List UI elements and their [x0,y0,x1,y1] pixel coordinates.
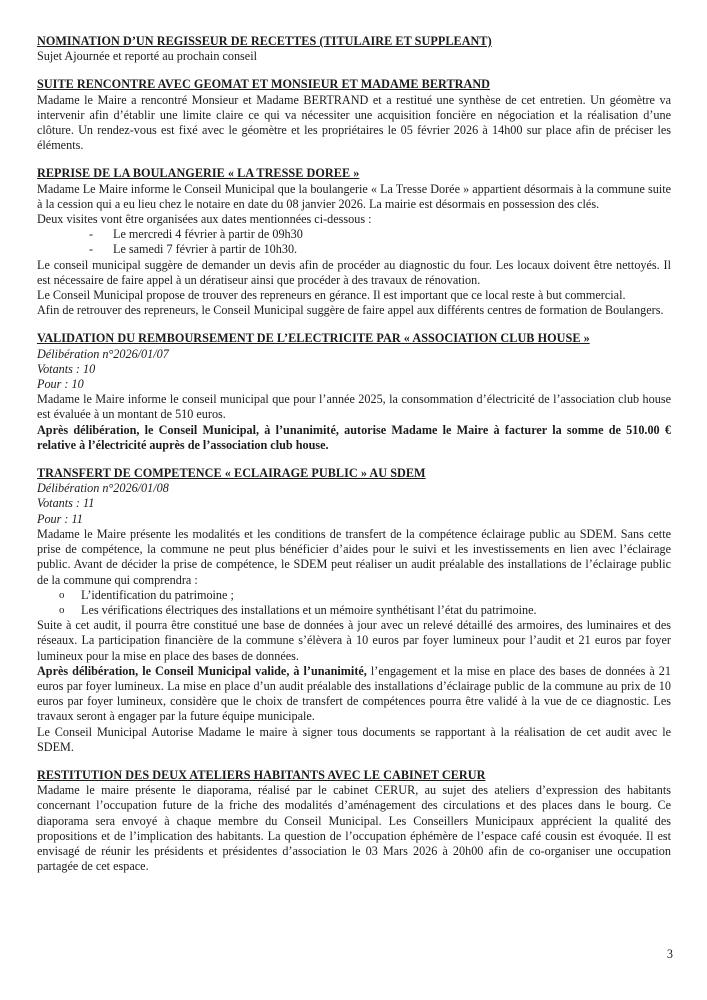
list-item: - Le samedi 7 février à partir de 10h30. [89,242,671,257]
section-regisseur [37,34,671,64]
section-geomat [37,77,671,153]
section-electricite [37,331,671,453]
paragraph: Madame Le Maire informe le Conseil Municipal que la boulangerie « La Tresse Dorée » appartient désormais à la commune suite à la cession qui a eu lieu chez le notaire en date du 08 janvier 2026. La mairie est désormais en possession des clés. [37,181,671,211]
list-item: o Les vérifications électriques des installations et un mémoire synthétisant l’état du patrimoine. [59,603,671,618]
section-title: TRANSFERT DE COMPETENCE « ECLAIRAGE PUBLIC » AU SDEM [37,466,426,481]
paragraph: Madame le Maire informe le conseil municipal que pour l’année 2025, la consommation d’électricité de l’association club house est évaluée à un montant de 510 euros. [37,392,671,422]
list-item: o L’identification du patrimoine ; [59,588,671,603]
decision-paragraph [37,664,671,725]
section-title: NOMINATION D’UN REGISSEUR DE RECETTES (TITULAIRE ET SUPPLEANT) [37,34,492,48]
visit-dates-list [37,227,671,257]
paragraph: Le Conseil Municipal propose de trouver des repreneurs en gérance. Il est important que ce local reste à but commercial. [37,288,626,303]
page-number: 3 [666,946,673,961]
deliberation-number: Délibération n°2026/01/08 [37,481,169,496]
paragraph: Le conseil municipal suggère de demander un devis afin de procéder au diagnostic du four. Les locaux doivent être nettoyés. Il est nécessaire de faire appel à un dératiseur ainsi que procéder à des travaux de rénovation. [37,257,671,287]
section-cerur [37,768,671,874]
section-text: Madame le Maire a rencontré Monsieur et Madame BERTRAND et a restitué une synthèse de cet entretien. Un géomètre va intervenir afin d’établir une limite claire ce qui va nécessiter une acquisition foncière en négociation et la réalisation d’une clôture. Un rendez-vous est fixé avec le géomètre et les propriétaires le 05 février 2026 à 14h00 sur place afin de préciser les éléments. [37,92,671,153]
decision-paragraph: Après délibération, le Conseil Municipal, à l’unanimité, autorise Madame le Maire à facturer la somme de 510.00 € relative à l’électricité auprès de l’association club house. [37,422,671,452]
section-title: VALIDATION DU REMBOURSEMENT DE L’ELECTRICITE PAR « ASSOCIATION CLUB HOUSE » [37,331,590,346]
audit-items-list [37,588,671,618]
list-item: - Le mercredi 4 février à partir de 09h30 [89,227,671,242]
paragraph: Madame le maire présente le diaporama, réalisé par le cabinet CERUR, au sujet des ateliers d’expression des habitants concernant l’occupation future de la friche des modalités d’aménagement des circulations et des places dans le bourg. Ce diaporama sera envoyé à chaque membre du Conseil Municipal. Les Conseillers Municipaux apprécient la qualité des propositions et de l’implication des habitants. La question de l’occupation éphémère de l’espace café cousin est évoquée. Il est envisagé de réunir les présidents et présidentes d’association le 03 Mars 2026 à 20h00 afin de co-organiser une occupation partagée de cet espace. [37,783,671,874]
section-title: REPRISE DE LA BOULANGERIE « LA TRESSE DOREE » [37,166,360,181]
pour-count: Pour : 11 [37,511,83,526]
decision-lead: Après délibération, le Conseil Municipal valide, à l’unanimité, [37,663,367,678]
paragraph: Suite à cet audit, il pourra être constitué une base de données à jour avec un relevé détaillé des armoires, des luminaires et des réseaux. La participation financière de la commune s’élèvera à 10 euros par foyer lumineux pour l’audit et 21 euros par foyer lumineux pour la mise en place des bases de données. [37,618,671,663]
section-title: RESTITUTION DES DEUX ATELIERS HABITANTS AVEC LE CABINET CERUR [37,767,486,782]
decision-rest: l’engagement et la mise en place des bases de données à 21 euros par foyer lumineux. La mise en place d’un audit préalable des installations d’éclairage public de la commune au prix de 10 euros par foyer lumineux, considère que le choix de transfert de compétences pourra être validé à la vue de ce diagnostic. Les travaux seront à engager par la future équipe municipale. [37,663,671,724]
paragraph: Afin de retrouver des repreneurs, le Conseil Municipal suggère de faire appel aux différents centres de formation de Boulangers. [37,303,664,318]
section-eclairage [37,466,671,755]
deliberation-number: Délibération n°2026/01/07 [37,346,169,361]
section-title: SUITE RENCONTRE AVEC GEOMAT ET MONSIEUR ET MADAME BERTRAND [37,77,491,92]
pour-count: Pour : 10 [37,377,84,392]
paragraph: Le Conseil Municipal Autorise Madame le maire à signer tous documents se rapportant à la réalisation de cet audit avec le SDEM. [37,724,671,754]
paragraph: Madame le Maire présente les modalités et les conditions de transfert de la compétence éclairage public au SDEM. Sans cette prise de compétence, la commune ne peut plus bénéficier d’aides pour le suivi et les investissements en lien avec l’éclairage public. Avant de décider la prise de compétence, le SDEM peut réaliser un audit préalable des installations de l’éclairage public de la commune qui comprendra : [37,526,671,587]
paragraph: Deux visites vont être organisées aux dates mentionnées ci-dessous : [37,212,372,227]
section-boulangerie [37,166,671,318]
votants-count: Votants : 11 [37,496,95,511]
votants-count: Votants : 10 [37,361,96,376]
section-text: Sujet Ajournée et reporté au prochain conseil [37,49,257,64]
